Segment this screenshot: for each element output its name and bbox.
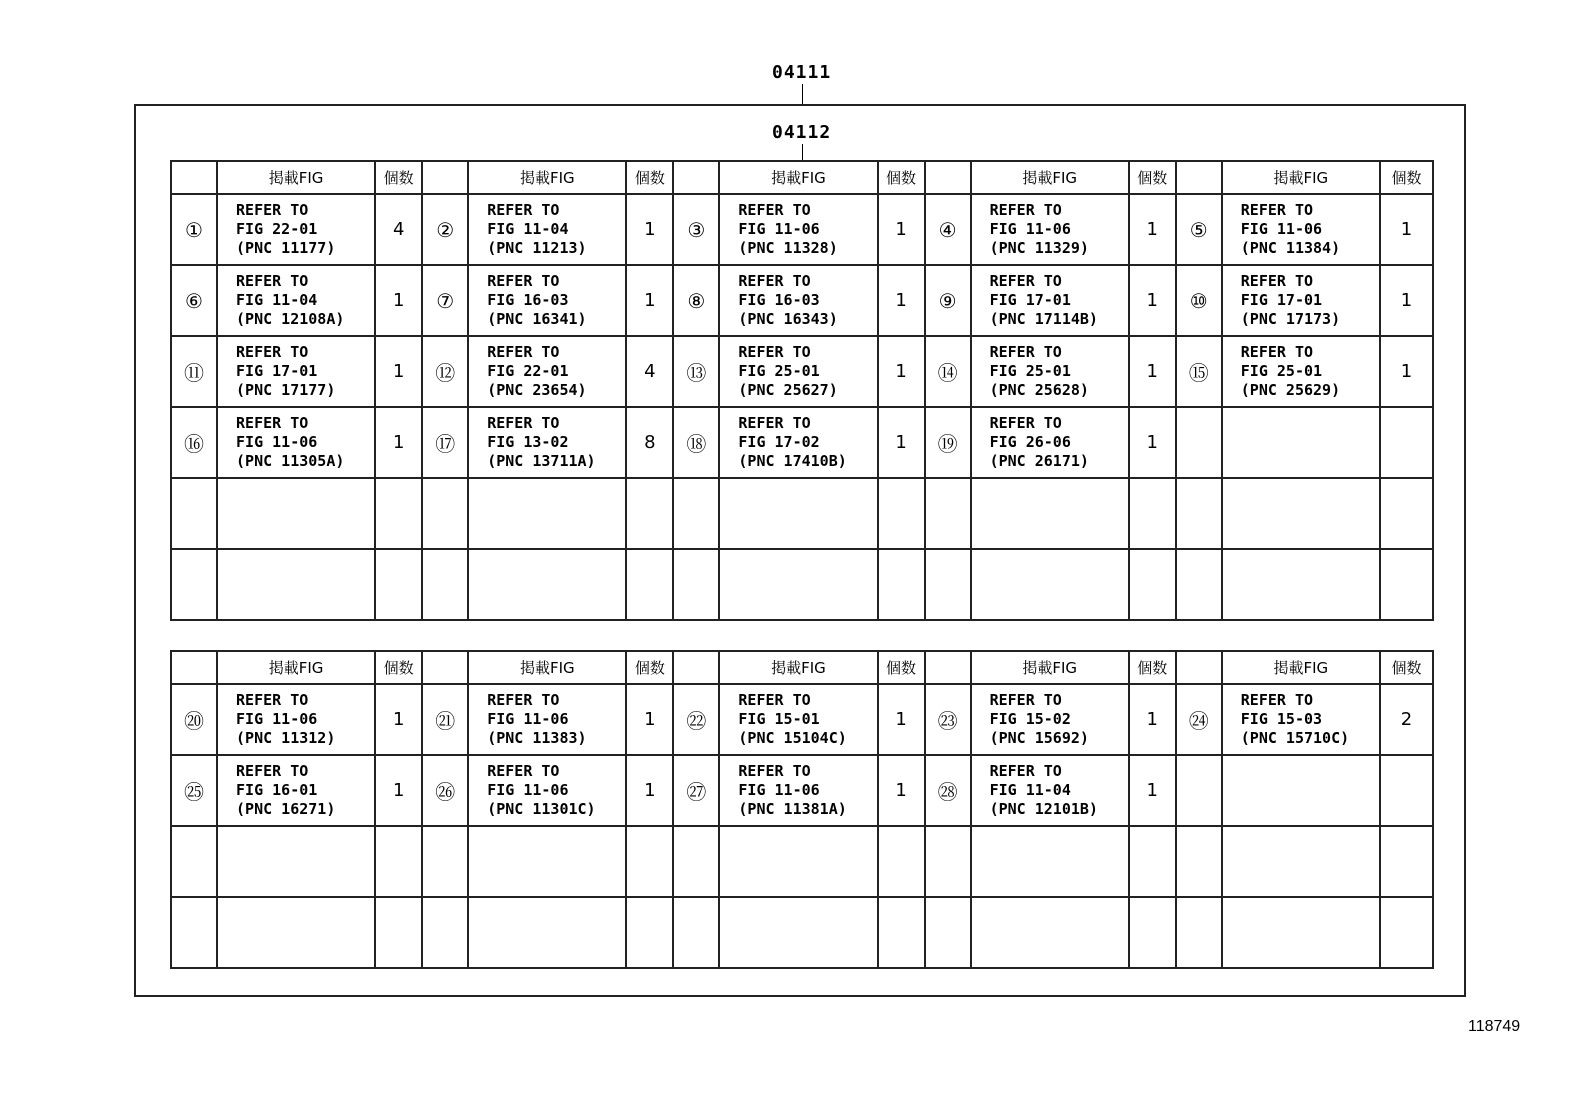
quantity-cell: [1380, 549, 1433, 620]
part-number-cell: ⑰: [422, 407, 468, 478]
header-qty: 個数: [626, 161, 673, 194]
reference-cell: [971, 194, 1129, 265]
header-blank-cell: [925, 651, 971, 684]
table-row: [171, 826, 1433, 897]
reference-line2: FIG 15-01: [738, 710, 820, 728]
reference-cell: [719, 826, 877, 897]
reference-line3: (PNC 11312): [236, 729, 336, 747]
header-qty: 個数: [1129, 651, 1176, 684]
reference-line3: (PNC 11381A): [738, 800, 847, 818]
reference-line1: REFER TO: [989, 343, 1062, 361]
quantity-cell: 1: [375, 755, 422, 826]
reference-line3: (PNC 25627): [738, 381, 838, 399]
quantity-cell: 1: [375, 407, 422, 478]
header-blank-cell: [422, 651, 468, 684]
reference-line1: REFER TO: [989, 414, 1062, 432]
part-number-cell: [1176, 755, 1222, 826]
reference-line3: (PNC 17410B): [738, 452, 847, 470]
reference-cell: [971, 478, 1129, 549]
reference-line2: FIG 17-02: [738, 433, 820, 451]
reference-line3: (PNC 15710C): [1240, 729, 1350, 747]
reference-line3: (PNC 25628): [989, 381, 1089, 399]
reference-line3: (PNC 23654): [487, 381, 587, 399]
header-qty: 個数: [375, 161, 422, 194]
reference-line1: REFER TO: [1240, 691, 1314, 709]
reference-cell: [971, 265, 1129, 336]
quantity-cell: 1: [878, 336, 925, 407]
part-number-cell: [171, 478, 217, 549]
part-number-cell: ②: [422, 194, 468, 265]
header-fig: 掲載FIG: [719, 161, 877, 194]
quantity-cell: 1: [1129, 755, 1176, 826]
drawing-number: 118749: [1468, 1018, 1521, 1035]
parts-table-1: [170, 160, 1434, 621]
header-qty: 個数: [626, 651, 673, 684]
header-fig: 掲載FIG: [1222, 161, 1380, 194]
part-number-cell: ③: [673, 194, 719, 265]
quantity-cell: [878, 549, 925, 620]
part-number-cell: [673, 549, 719, 620]
quantity-cell: 1: [878, 755, 925, 826]
reference-cell: [971, 684, 1129, 755]
reference-line2: FIG 11-06: [236, 433, 318, 451]
quantity-cell: 1: [1129, 265, 1176, 336]
quantity-cell: [1129, 897, 1176, 968]
reference-cell: [971, 407, 1129, 478]
table-row: [171, 194, 1433, 265]
reference-cell: [1222, 826, 1380, 897]
reference-line1: REFER TO: [236, 272, 309, 290]
part-number-cell: ⑧: [673, 265, 719, 336]
quantity-cell: [878, 478, 925, 549]
reference-line3: (PNC 16341): [487, 310, 587, 328]
reference-line2: FIG 16-01: [236, 781, 318, 799]
header-fig: 掲載FIG: [719, 651, 877, 684]
reference-line3: (PNC 11177): [236, 239, 336, 257]
header-row: [171, 161, 1433, 194]
reference-line1: REFER TO: [236, 414, 309, 432]
reference-cell: [217, 755, 375, 826]
reference-line3: (PNC 16343): [738, 310, 838, 328]
quantity-cell: [878, 826, 925, 897]
part-number-cell: [422, 549, 468, 620]
quantity-cell: 1: [375, 265, 422, 336]
part-number-cell: [422, 478, 468, 549]
header-qty: 個数: [1380, 161, 1433, 194]
reference-cell: [217, 265, 375, 336]
part-number-cell: ⑪: [171, 336, 217, 407]
reference-line1: REFER TO: [236, 691, 309, 709]
reference-cell: [971, 897, 1129, 968]
reference-cell: [1222, 897, 1380, 968]
reference-line1: REFER TO: [738, 762, 811, 780]
part-number-cell: ⑬: [673, 336, 719, 407]
reference-line3: (PNC 25629): [1240, 381, 1341, 399]
quantity-cell: 4: [375, 194, 422, 265]
reference-line3: (PNC 11383): [487, 729, 587, 747]
header-blank-cell: [1176, 161, 1222, 194]
quantity-cell: 1: [1129, 336, 1176, 407]
reference-line3: (PNC 12101B): [989, 800, 1098, 818]
part-number-cell: [673, 826, 719, 897]
reference-line1: REFER TO: [487, 343, 560, 361]
reference-cell: [1222, 549, 1380, 620]
table-row: [171, 549, 1433, 620]
quantity-cell: [626, 826, 673, 897]
reference-cell: [971, 755, 1129, 826]
reference-line2: FIG 11-06: [487, 710, 569, 728]
header-fig: 掲載FIG: [217, 161, 375, 194]
part-number-cell: ⑫: [422, 336, 468, 407]
part-number-cell: [1176, 407, 1222, 478]
quantity-cell: 1: [1380, 265, 1433, 336]
part-number-cell: ㉘: [925, 755, 971, 826]
reference-cell: [1222, 194, 1380, 265]
part-number-cell: ⑤: [1176, 194, 1222, 265]
reference-line2: FIG 16-03: [738, 291, 820, 309]
part-number-cell: ㉓: [925, 684, 971, 755]
reference-line1: REFER TO: [487, 201, 560, 219]
reference-cell: [719, 336, 877, 407]
quantity-cell: [375, 549, 422, 620]
reference-line2: FIG 17-01: [989, 291, 1071, 309]
reference-line2: FIG 11-06: [236, 710, 318, 728]
header-blank-cell: [171, 651, 217, 684]
reference-cell: [971, 549, 1129, 620]
part-number-cell: ④: [925, 194, 971, 265]
part-number-cell: ⑲: [925, 407, 971, 478]
quantity-cell: [1380, 478, 1433, 549]
reference-cell: [217, 478, 375, 549]
reference-cell: [217, 826, 375, 897]
reference-line2: FIG 11-06: [738, 220, 820, 238]
part-number-cell: ⑮: [1176, 336, 1222, 407]
quantity-cell: 2: [1380, 684, 1433, 755]
reference-cell: [468, 407, 626, 478]
reference-line2: FIG 15-03: [1240, 710, 1323, 728]
part-number-cell: ㉒: [673, 684, 719, 755]
reference-cell: [468, 684, 626, 755]
reference-cell: [1222, 755, 1380, 826]
reference-line2: FIG 26-06: [989, 433, 1071, 451]
part-number-cell: [171, 897, 217, 968]
header-qty: 個数: [1380, 651, 1433, 684]
quantity-cell: 1: [878, 407, 925, 478]
leader-line-inner: [802, 144, 803, 160]
part-number-cell: ⑦: [422, 265, 468, 336]
reference-line1: REFER TO: [989, 691, 1062, 709]
reference-line1: REFER TO: [738, 272, 811, 290]
reference-line3: (PNC 15692): [989, 729, 1089, 747]
reference-line3: (PNC 15104C): [738, 729, 847, 747]
parts-table-2: [170, 650, 1434, 969]
reference-line2: FIG 25-01: [738, 362, 820, 380]
reference-cell: [468, 826, 626, 897]
reference-cell: [719, 478, 877, 549]
reference-line2: FIG 16-03: [487, 291, 569, 309]
quantity-cell: [1129, 549, 1176, 620]
reference-cell: [468, 265, 626, 336]
reference-line1: REFER TO: [487, 691, 560, 709]
quantity-cell: 1: [626, 194, 673, 265]
header-row: [171, 651, 1433, 684]
quantity-cell: 1: [878, 265, 925, 336]
header-fig: 掲載FIG: [217, 651, 375, 684]
table-row: [171, 336, 1433, 407]
reference-line3: (PNC 11305A): [236, 452, 345, 470]
part-number-cell: [171, 826, 217, 897]
part-number-cell: [1176, 478, 1222, 549]
quantity-cell: [1380, 407, 1433, 478]
reference-line2: FIG 11-04: [989, 781, 1071, 799]
header-blank-cell: [422, 161, 468, 194]
reference-line3: (PNC 11328): [738, 239, 838, 257]
reference-cell: [468, 897, 626, 968]
reference-line3: (PNC 16271): [236, 800, 336, 818]
header-fig: 掲載FIG: [971, 161, 1129, 194]
header-qty: 個数: [1129, 161, 1176, 194]
quantity-cell: 1: [1129, 194, 1176, 265]
quantity-cell: [878, 897, 925, 968]
part-number-cell: [1176, 826, 1222, 897]
header-qty: 個数: [878, 161, 925, 194]
reference-line2: FIG 17-01: [1240, 291, 1323, 309]
quantity-cell: 1: [375, 684, 422, 755]
part-number-cell: ㉕: [171, 755, 217, 826]
reference-cell: [971, 336, 1129, 407]
reference-line2: FIG 25-01: [989, 362, 1071, 380]
reference-line1: REFER TO: [989, 762, 1062, 780]
reference-line2: FIG 15-02: [989, 710, 1071, 728]
quantity-cell: [1129, 478, 1176, 549]
quantity-cell: 1: [878, 194, 925, 265]
header-blank-cell: [925, 161, 971, 194]
reference-line3: (PNC 17173): [1240, 310, 1341, 328]
reference-line2: FIG 25-01: [1240, 362, 1323, 380]
part-number-cell: [925, 478, 971, 549]
label-04111: 04111: [772, 62, 832, 83]
quantity-cell: 8: [626, 407, 673, 478]
reference-cell: [1222, 684, 1380, 755]
part-number-cell: ㉖: [422, 755, 468, 826]
part-number-cell: [925, 826, 971, 897]
table-row: [171, 684, 1433, 755]
reference-cell: [217, 684, 375, 755]
quantity-cell: 1: [626, 265, 673, 336]
reference-line2: FIG 11-04: [236, 291, 318, 309]
reference-line1: REFER TO: [1240, 343, 1314, 361]
reference-line3: (PNC 12108A): [236, 310, 345, 328]
quantity-cell: [626, 549, 673, 620]
header-fig: 掲載FIG: [971, 651, 1129, 684]
quantity-cell: [375, 478, 422, 549]
table-row: [171, 897, 1433, 968]
quantity-cell: 1: [626, 684, 673, 755]
reference-line3: (PNC 17114B): [989, 310, 1098, 328]
reference-cell: [719, 194, 877, 265]
reference-line2: FIG 22-01: [236, 220, 318, 238]
reference-line3: (PNC 17177): [236, 381, 336, 399]
reference-cell: [719, 684, 877, 755]
reference-line2: FIG 11-06: [487, 781, 569, 799]
part-number-cell: ⑳: [171, 684, 217, 755]
quantity-cell: 1: [1380, 194, 1433, 265]
reference-line1: REFER TO: [738, 201, 811, 219]
reference-line1: REFER TO: [738, 691, 811, 709]
reference-cell: [217, 194, 375, 265]
quantity-cell: 1: [375, 336, 422, 407]
part-number-cell: [1176, 897, 1222, 968]
reference-line3: (PNC 11329): [989, 239, 1089, 257]
reference-line2: FIG 11-06: [1240, 220, 1323, 238]
quantity-cell: 1: [1380, 336, 1433, 407]
reference-cell: [468, 194, 626, 265]
reference-cell: [217, 407, 375, 478]
table-row: [171, 478, 1433, 549]
part-number-cell: ⑩: [1176, 265, 1222, 336]
reference-line2: FIG 22-01: [487, 362, 569, 380]
quantity-cell: 1: [1129, 407, 1176, 478]
reference-line1: REFER TO: [1240, 201, 1314, 219]
reference-cell: [971, 826, 1129, 897]
header-fig: 掲載FIG: [468, 651, 626, 684]
part-number-cell: [673, 897, 719, 968]
reference-cell: [468, 336, 626, 407]
quantity-cell: [1380, 897, 1433, 968]
reference-cell: [719, 407, 877, 478]
quantity-cell: [375, 897, 422, 968]
part-number-cell: ㉑: [422, 684, 468, 755]
part-number-cell: ⑱: [673, 407, 719, 478]
part-number-cell: ①: [171, 194, 217, 265]
reference-line2: FIG 11-04: [487, 220, 569, 238]
reference-line3: (PNC 11301C): [487, 800, 596, 818]
quantity-cell: 1: [626, 755, 673, 826]
reference-line3: (PNC 11384): [1240, 239, 1341, 257]
quantity-cell: [1129, 826, 1176, 897]
reference-line1: REFER TO: [236, 201, 309, 219]
reference-line1: REFER TO: [236, 343, 309, 361]
reference-cell: [217, 549, 375, 620]
header-qty: 個数: [375, 651, 422, 684]
header-fig: 掲載FIG: [468, 161, 626, 194]
reference-line1: REFER TO: [738, 414, 811, 432]
reference-line3: (PNC 26171): [989, 452, 1089, 470]
reference-line3: (PNC 11213): [487, 239, 587, 257]
part-number-cell: [925, 549, 971, 620]
label-04112: 04112: [772, 122, 832, 143]
table-row: [171, 265, 1433, 336]
part-number-cell: [171, 549, 217, 620]
header-fig: 掲載FIG: [1222, 651, 1380, 684]
part-number-cell: ⑨: [925, 265, 971, 336]
part-number-cell: [422, 897, 468, 968]
quantity-cell: [1380, 755, 1433, 826]
reference-line1: REFER TO: [487, 414, 560, 432]
part-number-cell: ⑭: [925, 336, 971, 407]
quantity-cell: [1380, 826, 1433, 897]
table-row: [171, 407, 1433, 478]
reference-cell: [1222, 478, 1380, 549]
reference-cell: [719, 549, 877, 620]
reference-line2: FIG 13-02: [487, 433, 569, 451]
reference-cell: [719, 755, 877, 826]
part-number-cell: ㉗: [673, 755, 719, 826]
reference-cell: [719, 265, 877, 336]
part-number-cell: ⑥: [171, 265, 217, 336]
reference-line1: REFER TO: [236, 762, 309, 780]
reference-cell: [719, 897, 877, 968]
reference-cell: [468, 549, 626, 620]
reference-line1: REFER TO: [1240, 272, 1314, 290]
part-number-cell: ⑯: [171, 407, 217, 478]
leader-line-outer: [802, 84, 803, 104]
reference-cell: [217, 897, 375, 968]
header-blank-cell: [171, 161, 217, 194]
reference-cell: [468, 755, 626, 826]
quantity-cell: [626, 897, 673, 968]
part-number-cell: [422, 826, 468, 897]
reference-line2: FIG 11-06: [989, 220, 1071, 238]
quantity-cell: [626, 478, 673, 549]
reference-line2: FIG 11-06: [738, 781, 820, 799]
reference-line3: (PNC 13711A): [487, 452, 596, 470]
reference-line2: FIG 17-01: [236, 362, 318, 380]
table-row: [171, 755, 1433, 826]
quantity-cell: 4: [626, 336, 673, 407]
quantity-cell: 1: [878, 684, 925, 755]
reference-cell: [468, 478, 626, 549]
reference-line1: REFER TO: [738, 343, 811, 361]
part-number-cell: ㉔: [1176, 684, 1222, 755]
reference-line1: REFER TO: [989, 201, 1062, 219]
quantity-cell: [375, 826, 422, 897]
part-number-cell: [673, 478, 719, 549]
reference-cell: [217, 336, 375, 407]
header-blank-cell: [673, 161, 719, 194]
header-blank-cell: [673, 651, 719, 684]
reference-cell: [1222, 407, 1380, 478]
header-blank-cell: [1176, 651, 1222, 684]
reference-cell: [1222, 336, 1380, 407]
reference-cell: [1222, 265, 1380, 336]
quantity-cell: 1: [1129, 684, 1176, 755]
header-qty: 個数: [878, 651, 925, 684]
part-number-cell: [1176, 549, 1222, 620]
part-number-cell: [925, 897, 971, 968]
reference-line1: REFER TO: [487, 762, 560, 780]
reference-line1: REFER TO: [989, 272, 1062, 290]
reference-line1: REFER TO: [487, 272, 560, 290]
